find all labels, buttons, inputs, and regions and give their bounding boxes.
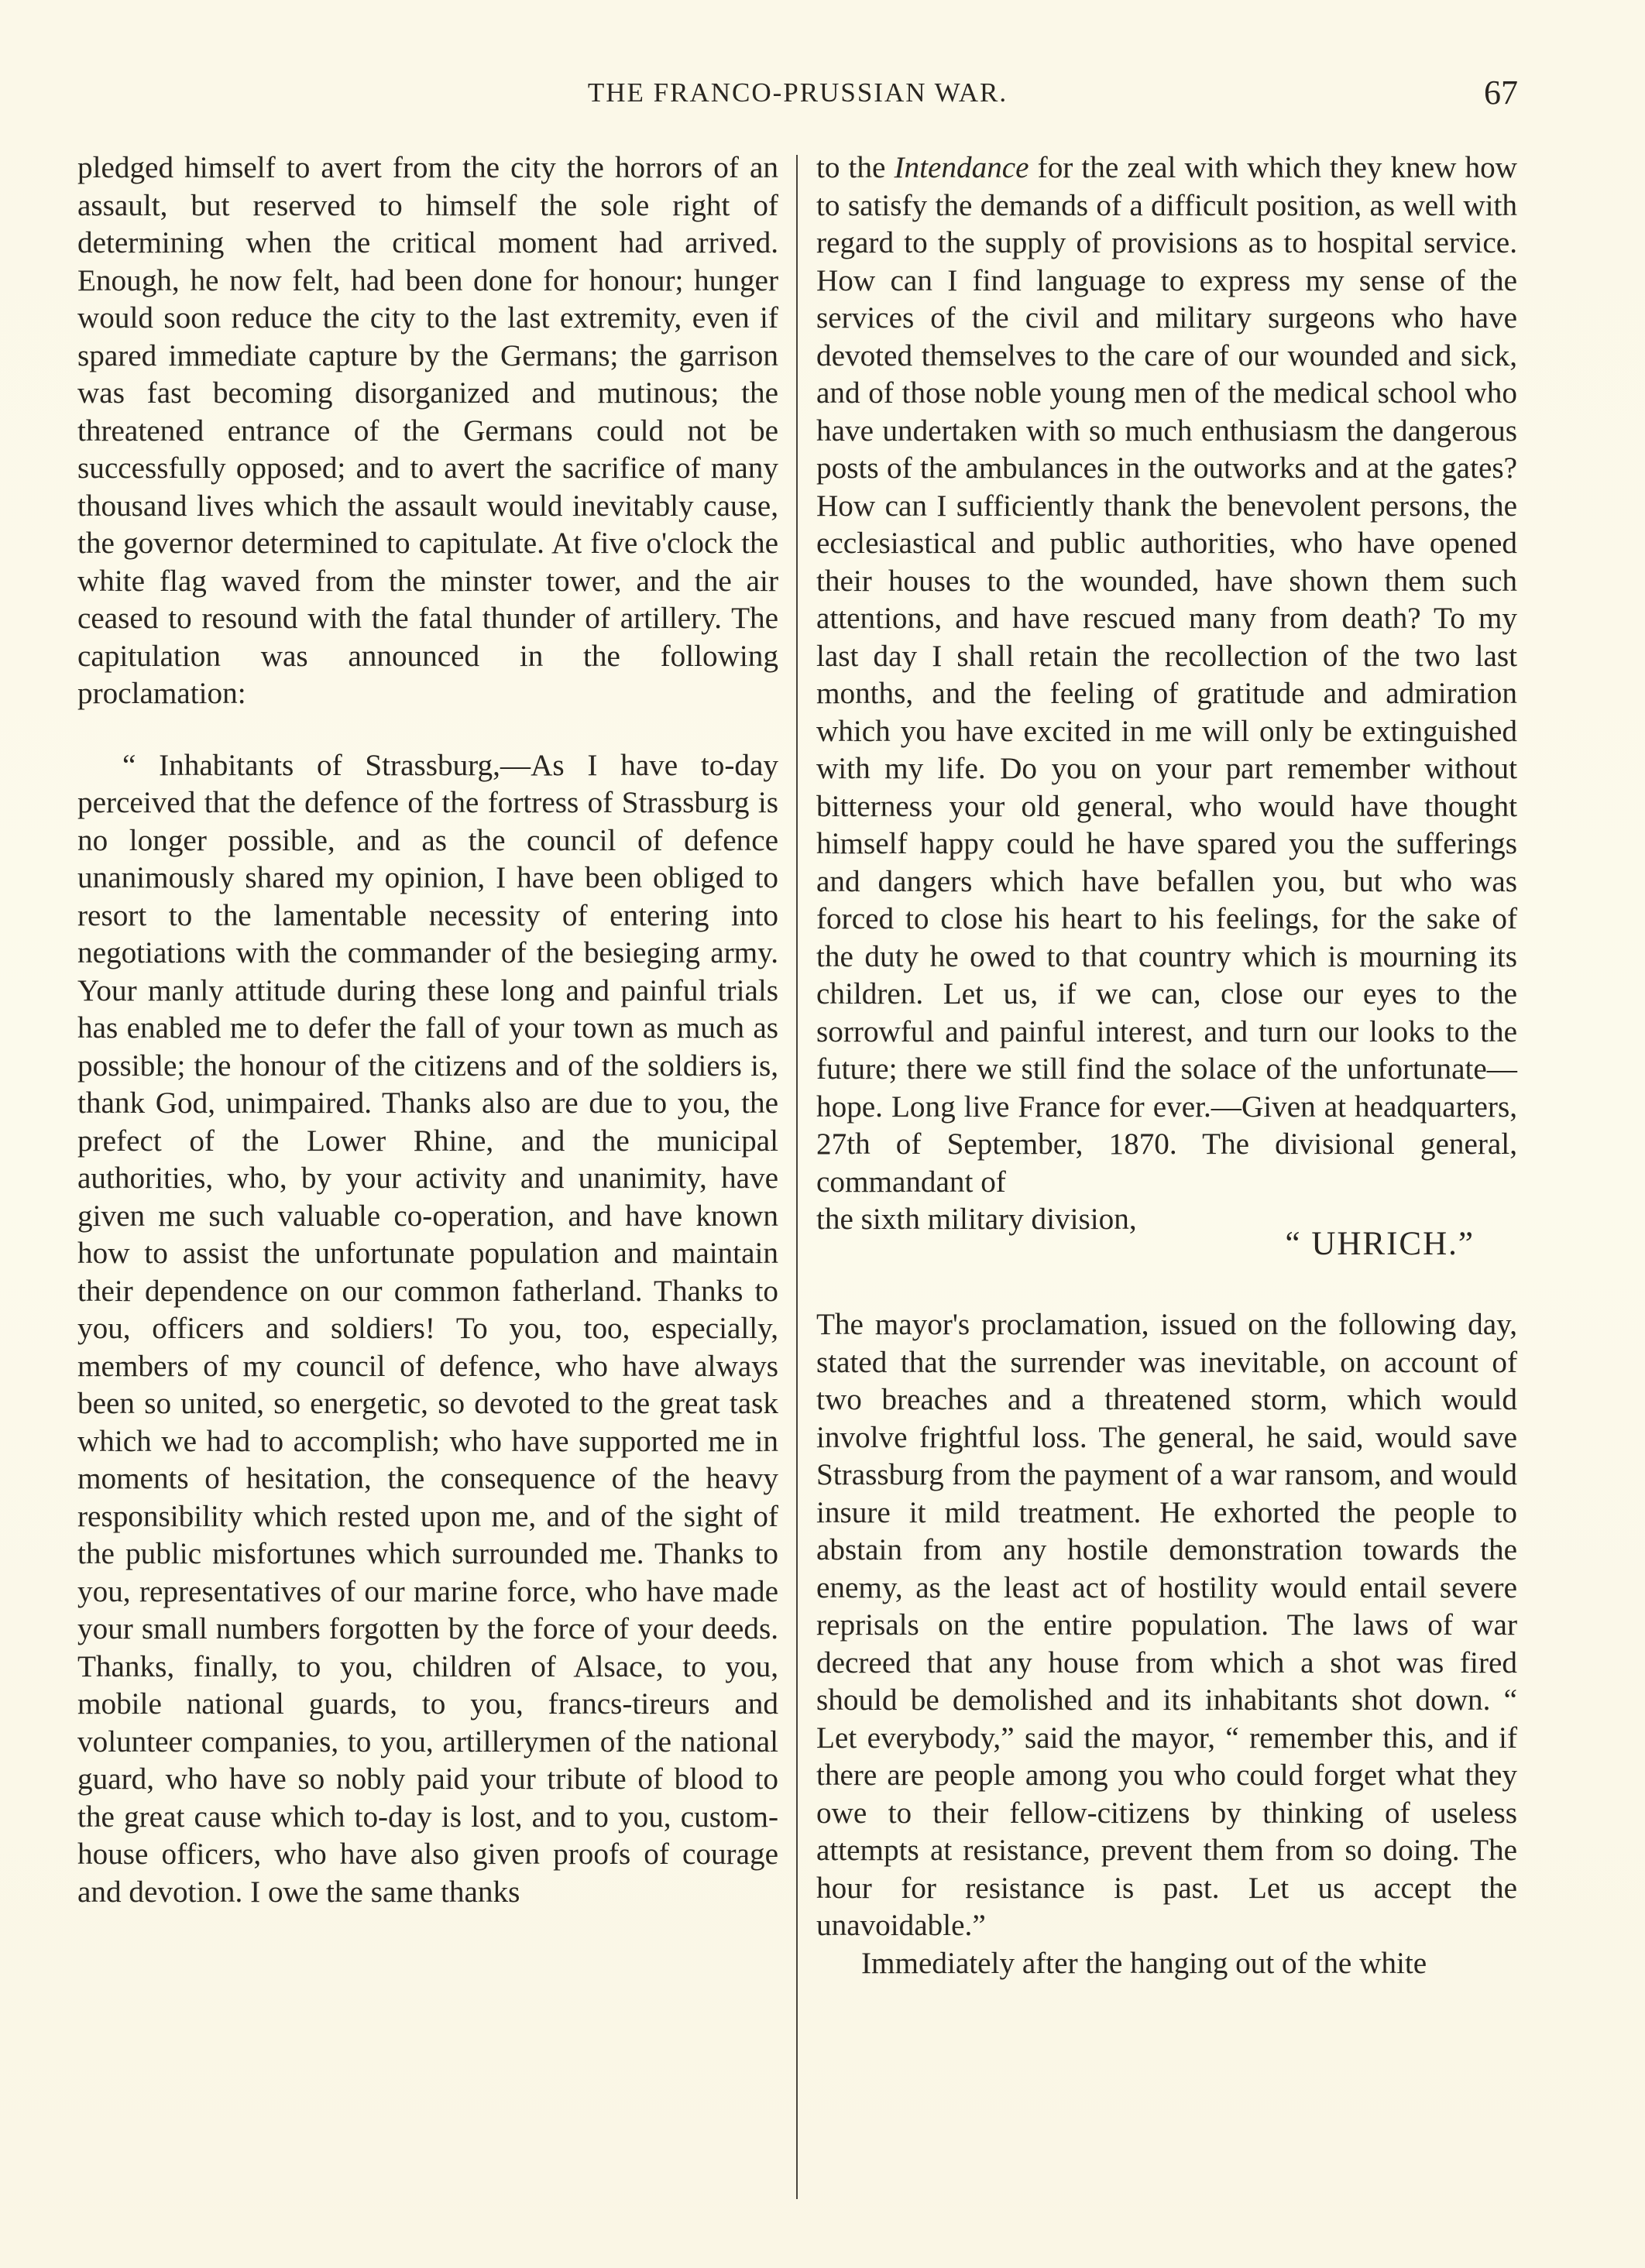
- intendance-italic: Intendance: [894, 151, 1029, 184]
- paragraph-white-flag: Immediately after the hanging out of the white: [861, 1946, 1427, 1980]
- left-column: [77, 149, 778, 1911]
- paragraph-capitulation-narrative: pledged himself to avert from the city the horrors of an assault, but reserved to himself the sole right of determining when the critical moment had arrived. Enough, he now felt, had been done for honour; hunger would soon reduce the city to the last extremity, even if spared immediate capture by the Germans; the garrison was fast becoming disorganized and mutinous; the threatened entrance of the Germans could not be successfully opposed; and to avert the sacrifice of many thousand lives which the assault would inevitably cause, the governor determined to capitulate. At five o'clock the white flag waved from the minster tower, and the air ceased to resound with the fatal thunder of artillery. The capitulation was announced in the following proclamation:: [77, 151, 778, 710]
- paragraph-proclamation-continued: [816, 149, 1517, 1201]
- signature-block: [816, 1201, 1517, 1278]
- proclamation-continued-start: to the: [816, 151, 886, 184]
- signature-name: “ UHRICH.”: [1285, 1226, 1475, 1262]
- paragraph-mayor-proclamation: The mayor's proclamation, issued on the following day, stated that the surrender was inevitable, on account of two breaches and a threatened storm, which would involve frightful loss. The general, he said, would save Strassburg from the payment of a war ransom, and would insure it mild treatment. He exhorted the people to abstain from any hostile demonstration towards the enemy, as the least act of hostility would entail severe reprisals on the entire population. The laws of war decreed that any house from which a shot was fired should be demolished and its inhabitants shot down. “ Let everybody,” said the mayor, “ remember this, and if there are people among you who could forget what they owe to their fellow-citizens by thinking of useless attempts at resistance, prevent them from so doing. The hour for resistance is past. Let us accept the unavoidable.”: [816, 1308, 1517, 1942]
- right-column: [816, 149, 1517, 1982]
- proclamation-continued-rest: for the zeal with which they knew how to satisfy the demands of a difficult position, as well with regard to the supply of provisions as to hospital service. How can I find language to express my sense of the services of the civil and military surgeons who have devoted themselves to the care of our wounded and sick, and of those noble young men of the medical school who have undertaken with so much enthusiasm the dangerous posts of the ambulances in the outworks and at the gates? How can I sufficiently thank the benevolent persons, the ecclesiastical and public authorities, who have opened their houses to the wounded, have shown them such attentions, and have rescued many from death? To my last day I shall retain the recollection of the two last months, and the feeling of gratitude and admiration which you have excited in me will only be extinguished with my life. Do you on your part remember without bitterness your old general, who would have thought himself happy could he have spared you the sufferings and dangers which have befallen you, but who was forced to close his heart to his feelings, for the sake of the duty he owed to that country which is mourning its children. Let us, if we can, close our eyes to the sorrowful and painful interest, and turn our looks to the future; there we still find the solace of the unfortunate—hope. Long live France for ever.—Given at headquarters, 27th of September, 1870. The divisional general, commandant of: [816, 151, 1517, 1199]
- running-title: THE FRANCO-PRUSSIAN WAR.: [587, 77, 1008, 108]
- paragraph-uhrich-proclamation: “ Inhabitants of Strassburg,—As I have to-day perceived that the defence of the fortress of Strassburg is no longer possible, and as the council of defence unanimously shared my opinion, I have been obliged to resort to the lamentable necessity of entering into negotiations with the commander of the besieging army. Your manly attitude during these long and painful trials has enabled me to defer the fall of your town as much as possible; the honour of the citizens and of the soldiers is, thank God, unimpaired. Thanks also are due to you, the prefect of the Lower Rhine, and the municipal authorities, who, by your activity and unanimity, have given me such valuable co-operation, and have known how to assist the unfortunate population and maintain their dependence on our common fatherland. Thanks to you, officers and soldiers! To you, too, especially, members of my council of defence, who have always been so united, so energetic, so devoted to the great task which we had to accomplish; who have supported me in moments of hesitation, the consequence of the heavy responsibility which rested upon me, and of the sight of the public misfortunes which surrounded me. Thanks to you, representatives of our marine force, who have made your small numbers forgotten by the force of your deeds. Thanks, finally, to you, children of Alsace, to you, mobile national guards, to you, francs-tireurs and volunteer companies, to you, artillerymen of the national guard, who have so nobly paid your tribute of blood to the great cause which to-day is lost, and to you, custom-house officers, who have also given proofs of courage and devotion. I owe the same thanks: [77, 748, 778, 1909]
- column-divider: [796, 155, 798, 2199]
- page-number: 67: [1484, 74, 1518, 112]
- running-head: [77, 74, 1518, 124]
- signature-lead: the sixth military division,: [816, 1203, 1137, 1236]
